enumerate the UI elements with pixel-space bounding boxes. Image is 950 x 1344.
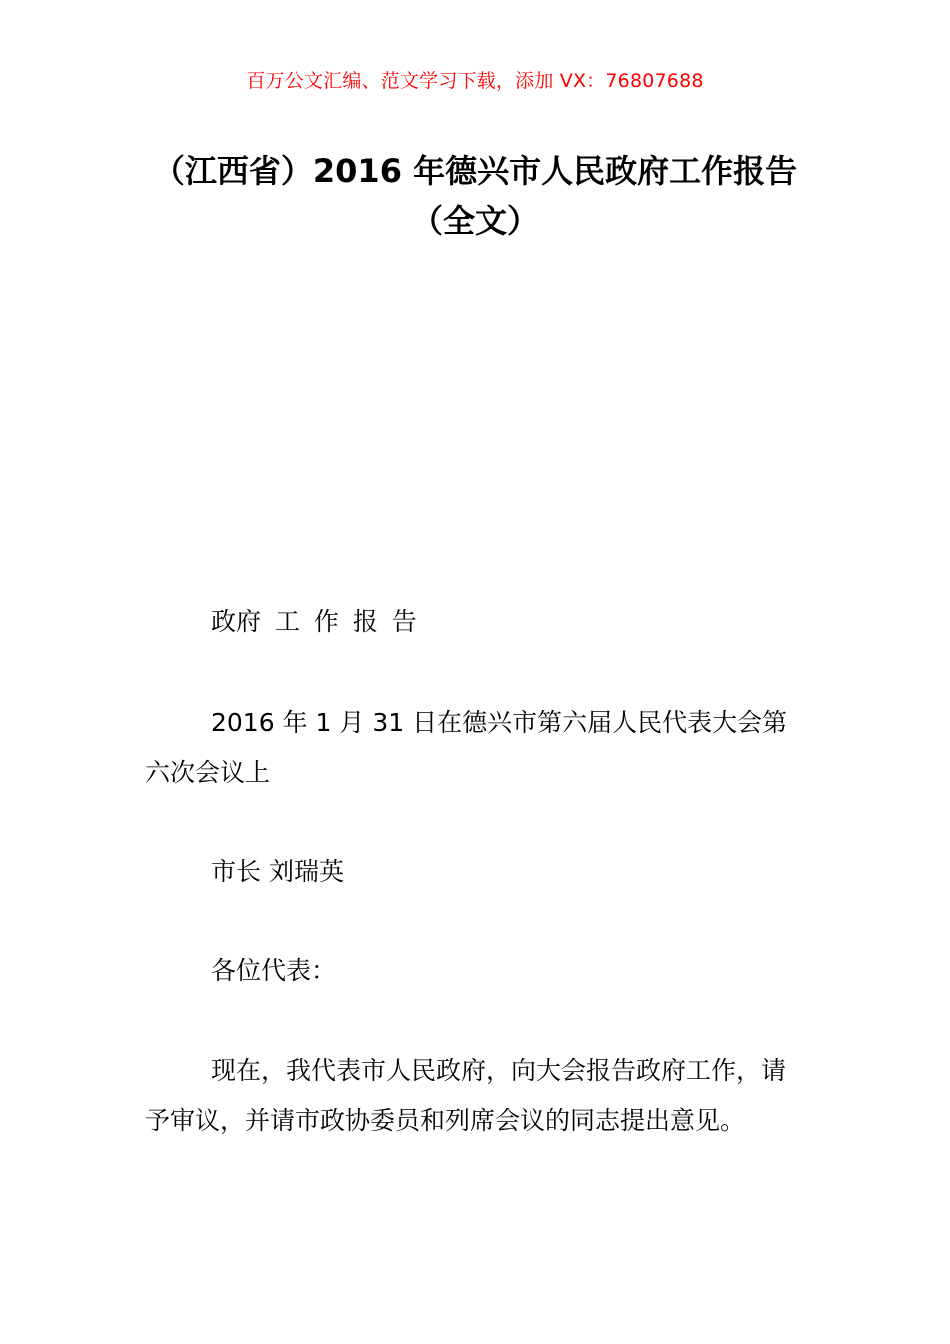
opening-paragraph: 现在，我代表市人民政府，向大会报告政府工作，请予审议，并请市政协委员和列席会议的同志提出意见。 <box>145 1056 787 1135</box>
header-watermark-note: 百万公文汇编、范文学习下载，添加 VX：76807688 <box>246 70 704 92</box>
greeting-line: 各位代表： <box>211 956 337 985</box>
meeting-date-line: 2016 年 1 月 31 日在德兴市第六届人民代表大会第六次会议上 <box>145 708 788 787</box>
speaker-line: 市长 刘瑞英 <box>211 857 344 886</box>
report-heading: 政府 工 作 报 告 <box>211 607 417 636</box>
document-title: （江西省）2016 年德兴市人民政府工作报告（全文） <box>152 152 798 240</box>
